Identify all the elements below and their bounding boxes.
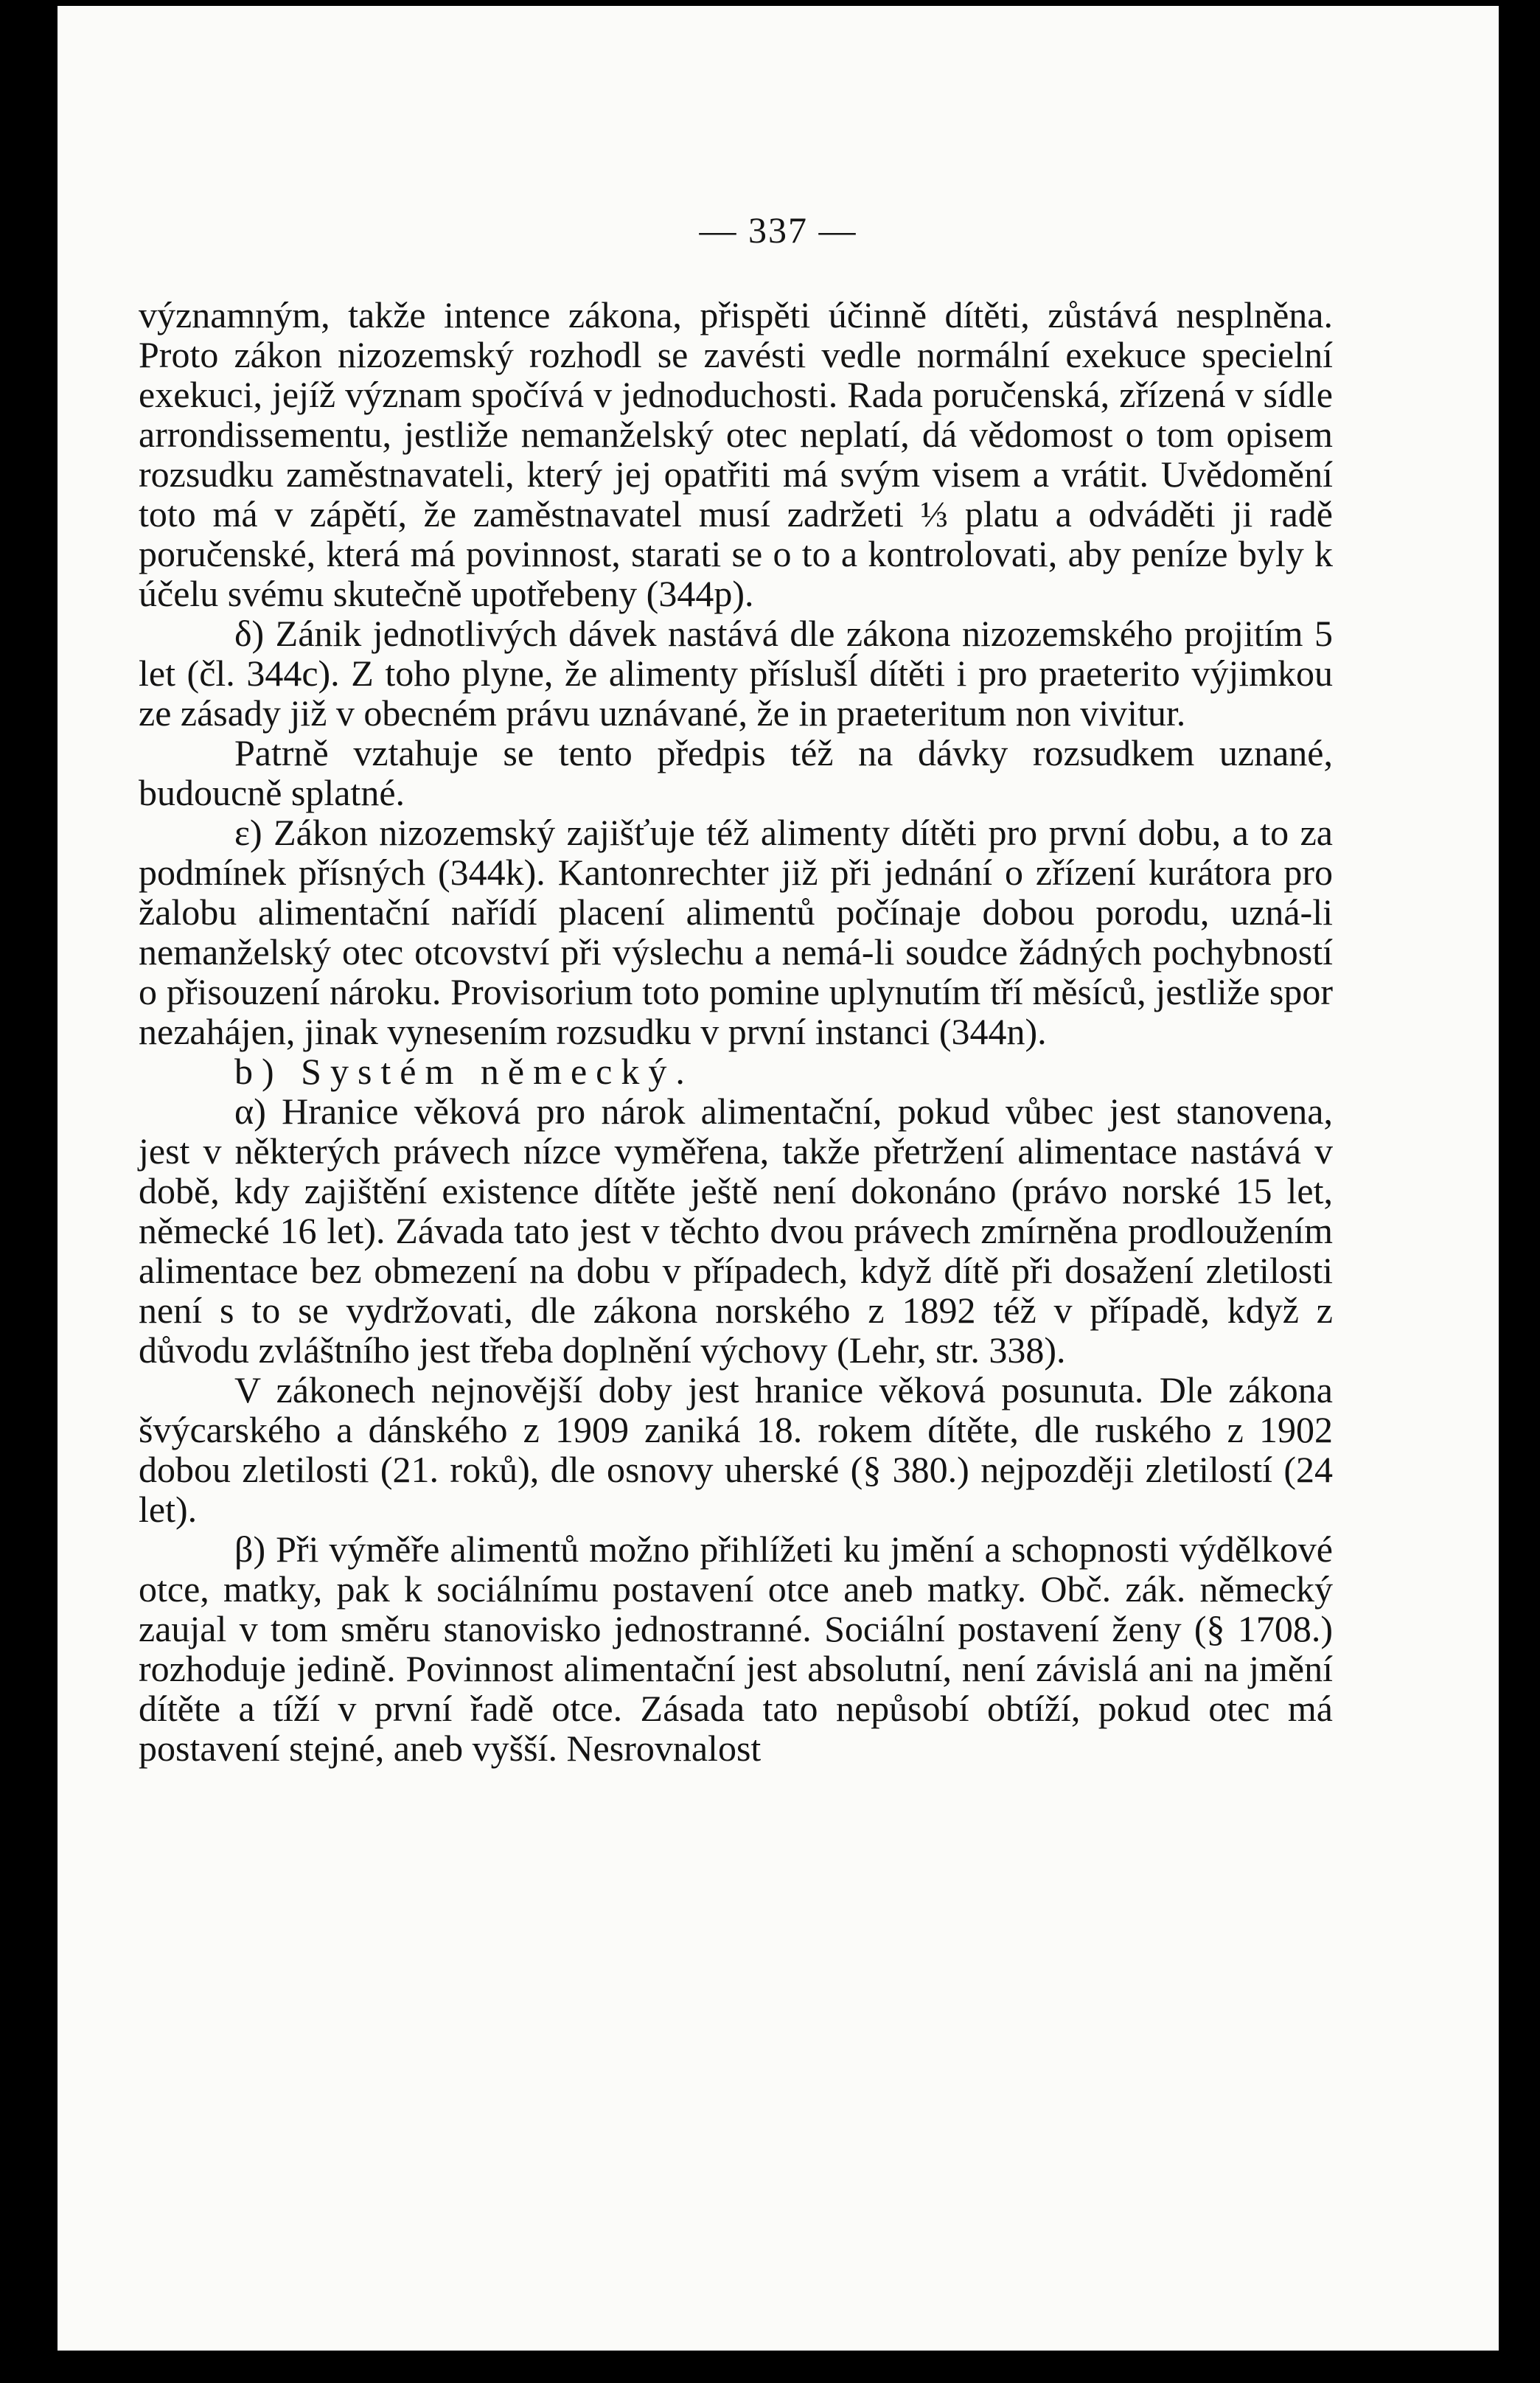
paragraph-delta-zanik: δ) Zánik jednotlivých dávek nastává dle zákona nizozemského projitím 5 let (čl. 344c). Z toho plyne, že alimenty příslušĺ dítěti i pro praeterito výjimkou ze zásady již v obecném právu uznávané, že in praeteritum non vivitur.: [139, 613, 1333, 734]
paragraph-nejnovejsi-doby: V zákonech nejnovější doby jest hranice věková posunuta. Dle zákona švýcarského a dánského z 1909 zaniká 18. rokem dítěte, dle ruského z 1902 dobou zletilosti (21. roků), dle osnovy uherské (§ 380.) nejpozději zletilostí (24 let).: [139, 1369, 1333, 1530]
page-text: [139, 295, 1333, 1768]
paragraph-beta-vymera: β) Při výměře alimentů možno přihlížeti ku jmění a schopnosti výdělkové otce, matky, pak k sociálnímu postavení otce aneb matky. Obč. zák. německý zaujal v tom směru stanovisko jednostranné. Sociální postavení ženy (§ 1708.) rozhoduje jedině. Povinnost alimentační jest absolutní, není závislá ani na jmění dítěte a tíží v první řadě otce. Zásada tato nepůsobí obtíží, pokud otec má postavení stejné, aneb vyšší. Nesrovnalost: [139, 1528, 1333, 1769]
paragraph-epsilon-zakon: ε) Zákon nizozemský zajišťuje též alimenty dítěti pro první dobu, a to za podmínek přísných (344k). Kantonrechter již při jednání o zřízení kurátora pro žalobu alimentační nařídí placení alimentů počínaje dobou porodu, uzná-li nemanželský otec otcovství při výslechu a nemá-li soudce žádných pochybností o přisouzení nároku. Provisorium toto pomine uplynutím tří měsíců, jestliže spor nezahájen, jinak vynesením rozsudku v první instanci (344n).: [139, 812, 1333, 1052]
book-page: [58, 6, 1499, 2351]
page-number: — 337 —: [699, 209, 857, 251]
paragraph-patrne: Patrně vztahuje se tento předpis též na dávky rozsudkem uznané, budoucně splatné.: [139, 732, 1333, 813]
section-heading-system-nemecky: b) Systém německý.: [234, 1051, 694, 1092]
paragraph-alpha-hranice: α) Hranice věková pro nárok alimentační, pokud vůbec jest stanovena, jest v některých právech nízce vyměřena, takže přetržení alimentace nastává v době, kdy zajištění existence dítěte ještě není dokonáno (právo norské 15 let, německé 16 let). Závada tato jest v těchto dvou právech zmírněna prodloužením alimentace bez obmezení na dobu v případech, když dítě při dosažení zletilosti není s to se vydržovati, dle zákona norského z 1892 též v případě, když z důvodu zvláštního jest třeba doplnění výchovy (Lehr, str. 338).: [139, 1090, 1333, 1371]
paragraph-exekuce: významným, takže intence zákona, přispěti účinně dítěti, zůstává nesplněna. Proto zákon nizozemský rozhodl se zavésti vedle normální exekuce specielní exekuci, jejíž význam spočívá v jednoduchosti. Rada poručenská, zřízená v sídle arrondissementu, jestliže nemanželský otec neplatí, dá vědomost o tom opisem rozsudku zaměstnavateli, který jej opatřiti má svým visem a vrátit. Uvědomění toto má v zápětí, že zaměstnavatel musí zadržeti ⅓ platu a odváděti ji radě poručenské, která má povinnost, starati se o to a kontrolovati, aby peníze byly k účelu svému skutečně upotřebeny (344p).: [139, 294, 1333, 614]
